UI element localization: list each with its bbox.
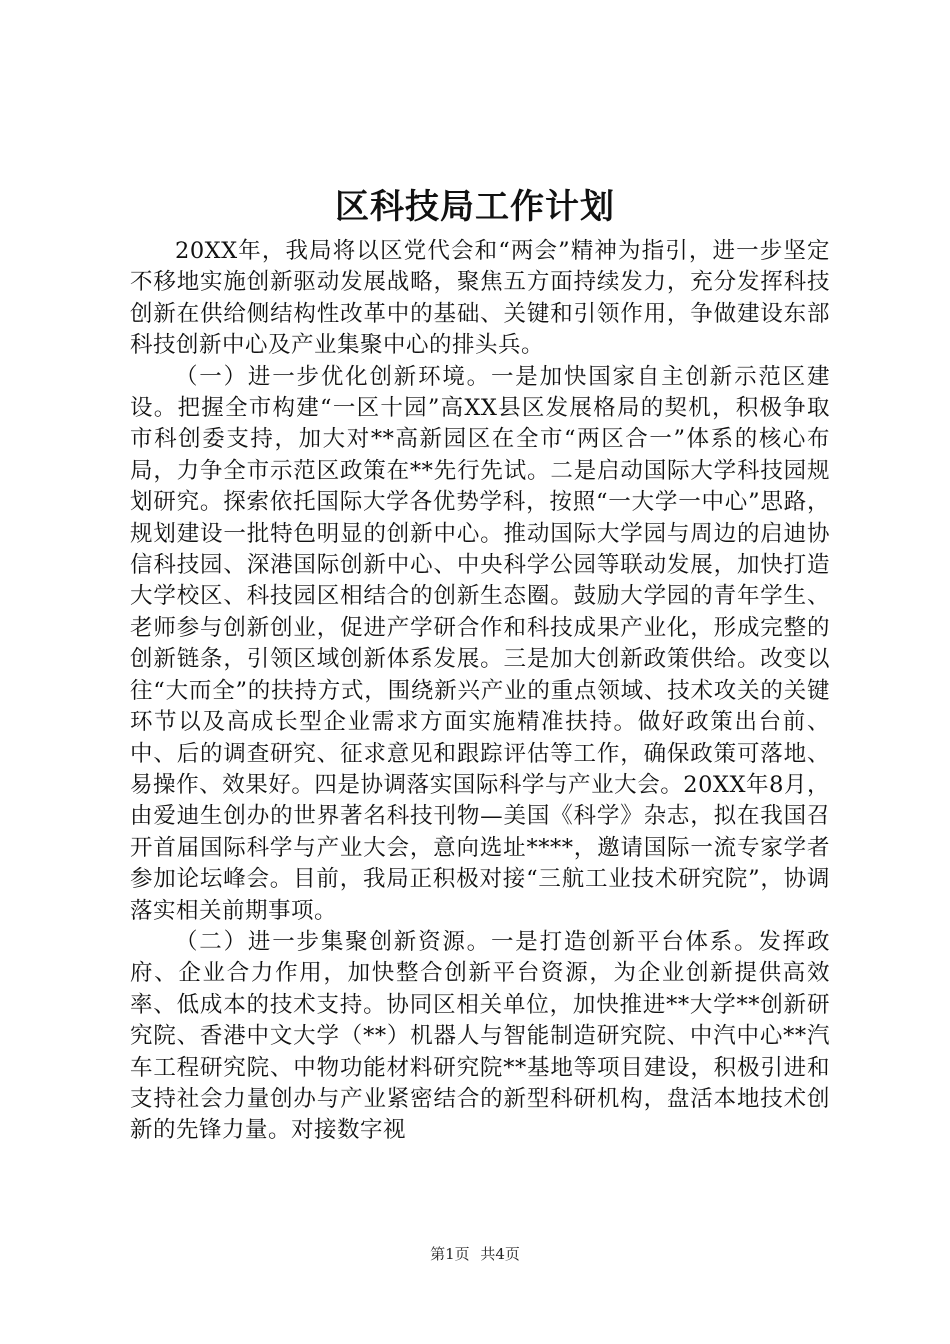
page-footer xyxy=(0,1243,950,1265)
paragraph-intro: 20XX年，我局将以区党代会和“两会”精神为指引，进一步坚定不移地实施创新驱动发展战略，聚焦五方面持续发力，充分发挥科技创新在供给侧结构性改革中的基础、关键和引领作用，争做建设东部科技创新中心及产业集聚中心的排头兵。 xyxy=(130,238,830,359)
paragraph-section-1: （一）进一步优化创新环境。一是加快国家自主创新示范区建设。把握全市构建“一区十园”高XX县区发展格局的契机，积极争取市科创委支持，加大对**高新园区在全市“两区合一”体系的核心布局，力争全市示范区政策在**先行先试。二是启动国际大学科技园规划研究。探索依托国际大学各优势学科，按照“一大学一中心”思路，规划建设一批特色明显的创新中心。推动国际大学园与周边的启迪协信科技园、深港国际创新中心、中央科学公园等联动发展，加快打造大学校区、科技园区相结合的创新生态圈。鼓励大学园的青年学生、老师参与创新创业，促进产学研合作和科技成果产业化，形成完整的创新链条，引领区域创新体系发展。三是加大创新政策供给。改变以往“大而全”的扶持方式，围绕新兴产业的重点领域、技术攻关的关键环节以及高成长型企业需求方面实施精准扶持。做好政策出台前、中、后的调查研究、征求意见和跟踪评估等工作，确保政策可落地、易操作、效果好。四是协调落实国际科学与产业大会。20XX年8月，由爱迪生创办的世界著名科技刊物—美国《科学》杂志，拟在我国召开首届国际科学与产业大会，意向选址****，邀请国际一流专家学者参加论坛峰会。目前，我局正积极对接“三航工业技术研究院”，协调落实相关前期事项。 xyxy=(130,363,830,924)
document-title: 区科技局工作计划 xyxy=(335,187,615,227)
document-body xyxy=(130,236,830,1147)
page-number: 第1页 xyxy=(430,1245,470,1263)
paragraph-section-2: （二）进一步集聚创新资源。一是打造创新平台体系。发挥政府、企业合力作用，加快整合创新平台资源，为企业创新提供高效率、低成本的技术支持。协同区相关单位，加快推进**大学**创新研究院、香港中文大学（**）机器人与智能制造研究院、中汽中心**汽车工程研究院、中物功能材料研究院**基地等项目建设，积极引进和支持社会力量创办与产业紧密结合的新型科研机构，盘活本地技术创新的先锋力量。对接数字视 xyxy=(130,928,830,1144)
page-total: 共4页 xyxy=(480,1245,520,1263)
